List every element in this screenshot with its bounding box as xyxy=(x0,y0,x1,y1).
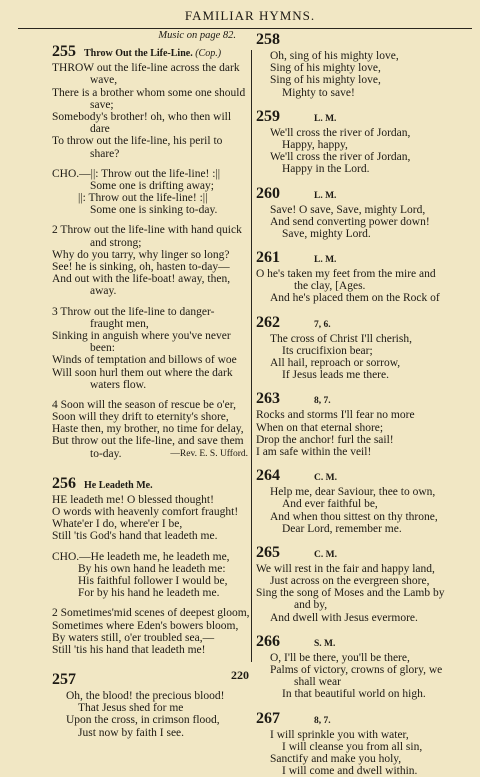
hymn-line: and strong; xyxy=(90,236,142,249)
hymn-line: 2 Sometimes'mid scenes of deepest gloom, xyxy=(52,607,250,620)
hymn-header xyxy=(256,709,474,729)
hymn-line: O, I'll be there, you'll be there, xyxy=(270,651,410,664)
hymn-line: Its crucifixion bear; xyxy=(282,344,373,357)
hymn-gap xyxy=(256,176,474,184)
hymn-line: Save! O save, Save, mighty Lord, xyxy=(270,203,426,216)
hymn-line: For by his hand he leadeth me. xyxy=(78,587,220,600)
hymn-line: And send converting power down! xyxy=(270,215,430,228)
hymn-gap xyxy=(256,701,474,709)
music-note: Music on page 82. xyxy=(158,30,236,41)
hymn-number: 260 xyxy=(256,184,280,202)
stanza-gap xyxy=(52,216,248,224)
hymn-line: We will rest in the fair and happy land, xyxy=(256,562,435,575)
hymn-meter: L. M. xyxy=(314,113,337,124)
stanza-gap xyxy=(52,298,248,306)
hymn-line: By waters still, o'er troubled sea,— xyxy=(52,631,215,644)
hymn-line: dare xyxy=(90,123,110,136)
hymn-line: Oh, sing of his mighty love, xyxy=(270,50,399,62)
hymn-line: Sometimes where Eden's bowers bloom, xyxy=(52,619,239,632)
hymn-line: O words with heavenly comfort fraught! xyxy=(52,506,239,518)
hymn-line: There is a brother whom some one should xyxy=(52,86,246,99)
hymn-credit: —Rev. E. S. Ufford. xyxy=(170,448,248,459)
hymn-header xyxy=(256,389,474,409)
hymn-header xyxy=(256,107,474,127)
hymn-line: But throw out the life-line, and save them xyxy=(52,435,244,448)
hymn-line: See! he is sinking, oh, hasten to-day— xyxy=(52,261,230,273)
hymn-header xyxy=(256,466,474,486)
hymn-number: 266 xyxy=(256,632,280,650)
hymn-line: Sanctify and make you holy, xyxy=(270,752,402,765)
hymn-line: save; xyxy=(90,98,114,111)
hymn-line: The cross of Christ I'll cherish, xyxy=(270,332,412,345)
hymn-line: CHO.—||: Throw out the life-line! :|| xyxy=(52,167,221,180)
column-divider xyxy=(251,50,252,662)
hymn-line: share? xyxy=(90,147,120,160)
hymn-line: Palms of victory, crowns of glory, we xyxy=(270,664,443,676)
hymn-line: And out with the life-boat! away, then, xyxy=(52,273,231,286)
stanza-gap xyxy=(52,599,248,607)
hymn-line: away. xyxy=(90,285,117,298)
hymn-line: Some one is sinking to-day. xyxy=(90,204,218,217)
hymn-line: Sing of his mighty love, xyxy=(270,74,381,87)
hymn-line: waters flow. xyxy=(90,378,147,391)
hymn-line: Soon will they drift to eternity's shore, xyxy=(52,411,229,424)
hymn-line: His faithful follower I would be, xyxy=(78,574,228,587)
hymn-header xyxy=(52,42,248,62)
hymn-number: 262 xyxy=(256,313,280,331)
hymn-line: To throw out the life-line, his peril to xyxy=(52,135,223,148)
hymn-line: CHO.—He leadeth me, he leadeth me, xyxy=(52,550,230,563)
hymn-line: And when thou sittest on thy throne, xyxy=(270,510,438,523)
hymn-line: Haste then, my brother, no time for delay, xyxy=(52,423,244,436)
page-number: 220 xyxy=(231,668,249,682)
hymn-gap xyxy=(256,624,474,632)
hymn-line: I will come and dwell within. xyxy=(282,765,418,777)
hymn-title: Throw Out the Life-Line. xyxy=(84,48,193,60)
hymn-header xyxy=(256,184,474,204)
hymn-line: 4 Soon will the season of rescue be o'er, xyxy=(52,398,236,411)
hymn-line: Just across on the evergreen shore, xyxy=(270,575,430,588)
hymn-line: been: xyxy=(90,342,115,355)
hymn-line: By his own hand he leadeth me: xyxy=(78,562,226,575)
hymn-line: Whate'er I do, where'er I be, xyxy=(52,518,183,531)
copyright-mark: (Cop.) xyxy=(192,48,222,60)
hymn-header xyxy=(256,632,474,652)
hymn-meter: C. M. xyxy=(314,473,337,484)
hymn-meter: 8, 7. xyxy=(314,396,331,407)
hymn-number: 257 xyxy=(52,671,76,689)
hymn-line: 3 Throw out the life-line to danger- xyxy=(52,305,215,318)
hymn-line: And dwell with Jesus evermore. xyxy=(270,611,418,624)
hymn-meter: L. M. xyxy=(314,255,337,266)
hymn-line: And ever faithful be, xyxy=(282,498,378,511)
hymn-gap xyxy=(256,458,474,466)
hymn-meter: C. M. xyxy=(314,549,337,560)
hymn-line: In that beautiful world on high. xyxy=(282,688,426,701)
hymn-line: Will soon hurl them out where the dark xyxy=(52,366,233,379)
hymn-line: Oh, the blood! the precious blood! xyxy=(66,690,225,703)
hymn-line: All hail, reproach or sorrow, xyxy=(270,357,401,369)
hymn-number: 256 xyxy=(52,474,76,492)
hymn-line: If Jesus leads me there. xyxy=(282,369,389,382)
hymn-line: THROW out the life-line across the dark xyxy=(52,62,240,75)
hymn-number: 255 xyxy=(52,43,76,61)
hymn-line: Sing of his mighty love, xyxy=(270,62,381,75)
hymn-line: Save, mighty Lord. xyxy=(282,227,371,240)
hymn-line: I am safe within the veil! xyxy=(256,445,372,458)
hymn-line: Dear Lord, remember me. xyxy=(282,522,402,535)
hymn-header xyxy=(256,248,474,268)
hymn-title: He Leadeth Me. xyxy=(84,479,153,491)
hymn-line: Drop the anchor! furl the sail! xyxy=(256,433,394,446)
hymn-line: When on that eternal shore; xyxy=(256,421,384,434)
hymn-number: 264 xyxy=(256,467,280,485)
hymn-line: 2 Throw out the life-line with hand quick xyxy=(52,224,242,237)
hymn-line: We'll cross the river of Jordan, xyxy=(270,126,411,139)
hymn-number: 263 xyxy=(256,390,280,408)
hymn-line: Some one is drifting away; xyxy=(90,179,214,192)
hymn-number: 261 xyxy=(256,249,280,267)
hymn-line: Upon the cross, in crimson flood, xyxy=(66,714,220,727)
hymn-gap xyxy=(52,460,248,474)
hymn-line: Happy in the Lord. xyxy=(282,163,370,176)
hymn-line: That Jesus shed for me xyxy=(78,702,184,715)
hymn-number: 259 xyxy=(256,107,280,125)
hymn-meter: L. M. xyxy=(314,190,337,201)
hymn-line: Still 'tis God's hand that leadeth me. xyxy=(52,530,218,543)
hymn-line: Just now by faith I see. xyxy=(78,726,185,739)
hymn-line: fraught men, xyxy=(90,317,149,330)
hymn-gap xyxy=(256,99,474,107)
hymn-line: ||: Throw out the life-line! :|| xyxy=(78,192,208,205)
stanza-gap xyxy=(52,160,248,168)
hymn-gap xyxy=(256,305,474,313)
hymn-line: Rocks and storms I'll fear no more xyxy=(256,409,415,422)
hymn-line: I will sprinkle you with water, xyxy=(270,728,409,741)
hymn-header xyxy=(256,543,474,563)
hymn-line: HE leadeth me! O blessed thought! xyxy=(52,493,214,506)
hymn-line: Still 'tis his hand that leadeth me! xyxy=(52,643,206,656)
hymn-line: and by, xyxy=(294,599,328,612)
hymn-line: O he's taken my feet from the mire and xyxy=(256,268,436,281)
hymn-gap xyxy=(256,535,474,543)
right-column xyxy=(256,30,474,777)
left-column xyxy=(52,30,248,739)
hymn-line: Mighty to save! xyxy=(282,86,355,99)
hymn-number: 258 xyxy=(256,31,280,48)
hymn-gap xyxy=(256,381,474,389)
stanza-gap xyxy=(52,391,248,399)
hymn-meter: 7, 6. xyxy=(314,319,331,330)
hymn-line: And he's placed them on the Rock of xyxy=(270,292,440,305)
hymn-line: wave, xyxy=(90,74,118,87)
hymn-header xyxy=(52,474,248,494)
hymn-line: Help me, dear Saviour, thee to own, xyxy=(270,486,436,499)
hymn-line: shall wear xyxy=(294,676,341,689)
stanza-gap xyxy=(52,543,248,551)
hymn-line: the clay, [Ages. xyxy=(294,280,366,293)
hymn-line: Sinking in anguish where you've never xyxy=(52,329,231,342)
hymn-meter: S. M. xyxy=(314,638,336,649)
hymn-line: Happy, happy, xyxy=(282,138,348,151)
header-rule xyxy=(18,28,472,29)
hymn-line: Sing the song of Moses and the Lamb by xyxy=(256,587,445,600)
hymn-line: Somebody's brother! oh, who then will xyxy=(52,110,232,123)
hymn-meter: 8, 7. xyxy=(314,715,331,726)
hymn-gap xyxy=(256,240,474,248)
hymn-line: I will cleanse you from all sin, xyxy=(282,740,423,753)
hymn-number: 265 xyxy=(256,543,280,561)
hymn-line: Winds of temptation and billows of woe xyxy=(52,354,237,367)
hymn-number: 267 xyxy=(256,709,280,727)
hymn-header xyxy=(256,313,474,333)
hymn-line: We'll cross the river of Jordan, xyxy=(270,151,411,164)
hymn-header xyxy=(256,30,474,50)
hymn-line: to-day. —Rev. E. S. Ufford. xyxy=(90,447,248,460)
running-header: FAMILIAR HYMNS. xyxy=(184,8,316,23)
hymn-line: Why do you tarry, why linger so long? xyxy=(52,248,230,261)
